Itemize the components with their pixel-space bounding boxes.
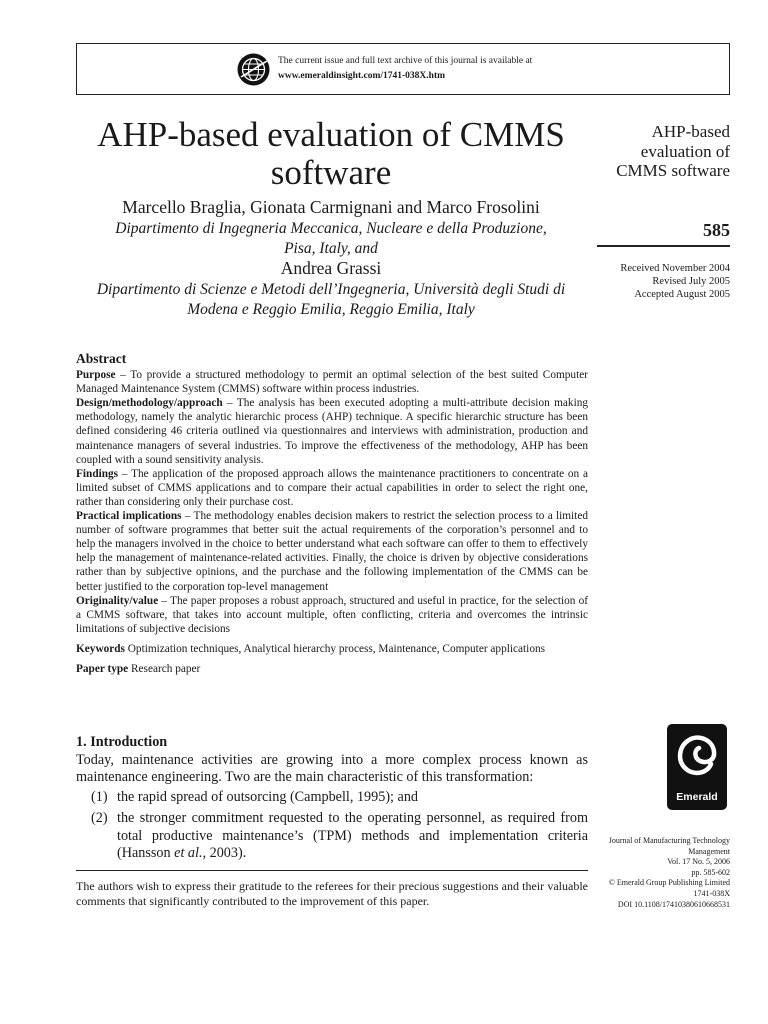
abstract-section [76,352,588,676]
list-item-number: (2) [91,810,108,826]
journal-name-cont: Management [688,846,730,856]
introduction-section [76,734,588,867]
acknowledgement-footnote: The authors wish to express their gratitude to the referees for their precious suggestions and their valuable comments that significantly contributed to the improvement of this paper. [76,879,588,908]
affiliation-2-line-2: Modena e Reggio Emilia, Reggio Emilia, Italy [187,301,475,318]
affiliation-1-line-2: Pisa, Italy, and [284,240,378,257]
abstract-originality [76,594,588,636]
margin-divider [597,245,730,247]
abstract-practical [76,509,588,594]
practical-text: – The methodology enables decision makers to restrict the selection process to a limited number of software programmes that better suit the actual requirements of the corporation’s personnel and to help the managers involved in the choice to better understand what each software can offer to them to effectively help the management of maintenance-related activities. Finally, the choice is driven by objective considerations rather than by subjective opinions, and the purchase and the following implementation of the CMMS can be better justified to the corporation top-level management [76,510,588,593]
title-line-2: software [270,153,392,192]
running-head-line-3: CMMS software [616,161,730,180]
list-item [76,789,588,807]
banner-url-link[interactable]: www.emeraldinsight.com/1741-038X.htm [278,71,446,81]
banner-availability-text: The current issue and full text archive of this journal is available at [278,56,533,66]
purpose-label: Purpose [76,369,116,382]
affiliation-2 [76,280,586,320]
running-head-line-1: AHP-based [651,122,730,141]
keywords-label: Keywords [76,642,125,655]
findings-label: Findings [76,467,119,480]
journal-copyright: © Emerald Group Publishing Limited [608,878,730,888]
abstract-findings [76,467,588,509]
journal-volume: Vol. 17 No. 5, 2006 [667,857,730,867]
page-number: 585 [703,220,730,240]
list-item-text: the rapid spread of outsorcing (Campbell, 1995); and [117,788,419,805]
emerald-logo [667,724,727,810]
globe-icon [237,53,270,86]
originality-text: – The paper proposes a robust approach, structured and useful in practice, for the selection of a CMMS software, that takes into account multiple, often conflicting, criteria and overcomes the intrinsic limitations of subjective decisions [76,594,588,635]
originality-label: Originality/value [76,594,159,607]
introduction-list [76,789,588,863]
findings-text: – The application of the proposed approach allows the maintenance practitioners to concentrate on a limited subset of CMMS applications and to compare their actual capabilities in order to select the right one, rather than considering only their purchase cost. [76,467,588,508]
abstract-paper-type [76,662,588,676]
journal-name: Journal of Manufacturing Technology [608,836,730,845]
et-al-italic: et al. [174,845,203,861]
keywords-text: Optimization techniques, Analytical hierarchy process, Maintenance, Computer applications [124,642,546,655]
abstract-keywords [76,642,588,656]
running-head [560,122,730,181]
author-second-group: Andrea Grassi [280,258,382,278]
list-item-text: the stronger commitment requested to the operating personnel, as required from total productive maintenance’s (TPM) methods and implementation criteria (Hansson [117,810,588,861]
author-list: Marcello Braglia, Gionata Carmignani and Marco Frosolini [122,197,540,217]
design-label: Design/methodology/approach [76,397,223,410]
abstract-purpose [76,368,588,396]
title-line-1: AHP-based evaluation of CMMS [97,115,565,154]
journal-access-banner [76,43,730,95]
abstract-heading: Abstract [76,351,127,366]
running-head-line-2: evaluation of [640,141,730,161]
accepted-date: Accepted August 2005 [634,289,730,300]
purpose-text: – To provide a structured methodology to permit an optimal selection of the best suited Computer Managed Maintenance System (CMMS) software within process industries. [76,369,588,396]
design-text: – The analysis has been executed adopting a multi-attribute decision making methodology, namely the analytic hierarchic process (AHP) technique. A specific hierarchic structure has been defined considering 46 criteria outlined via questionnaires and interviews with administration, production and maintenance managers of several industries. To improve the effectiveness of the methodology, AHP has been coupled with a sound sensitivity analysis. [76,397,588,466]
emerald-swirl-icon [673,730,721,782]
list-item-number: (1) [91,788,108,805]
list-item-text-end: , 2003). [202,845,247,861]
received-date: Received November 2004 [620,263,730,274]
affiliation-1 [76,219,586,259]
submission-dates [620,262,730,301]
list-item [76,810,588,863]
article-title [76,116,586,192]
footnote-divider [76,870,588,871]
abstract-design [76,396,588,466]
paper-type-label: Paper type [76,662,129,675]
introduction-heading: 1. Introduction [76,734,168,750]
paper-type-text: Research paper [128,662,201,675]
emerald-logo-label: Emerald [676,791,718,803]
practical-label: Practical implications [76,510,182,523]
introduction-paragraph: Today, maintenance activities are growing into a more complex process known as maintenance engineering. Two are the main characteristic of this transformation: [76,751,588,785]
affiliation-2-line-1: Dipartimento di Scienze e Metodi dell’Ingegneria, Università degli Studi di [96,281,566,298]
journal-citation [570,836,730,910]
revised-date: Revised July 2005 [652,276,730,287]
journal-pages: pp. 585-602 [691,867,730,877]
affiliation-1-line-1: Dipartimento di Ingegneria Meccanica, Nucleare e della Produzione, [115,220,547,237]
journal-doi: DOI 10.1108/17410380610668531 [617,899,730,909]
journal-issn: 1741-038X [693,888,730,898]
